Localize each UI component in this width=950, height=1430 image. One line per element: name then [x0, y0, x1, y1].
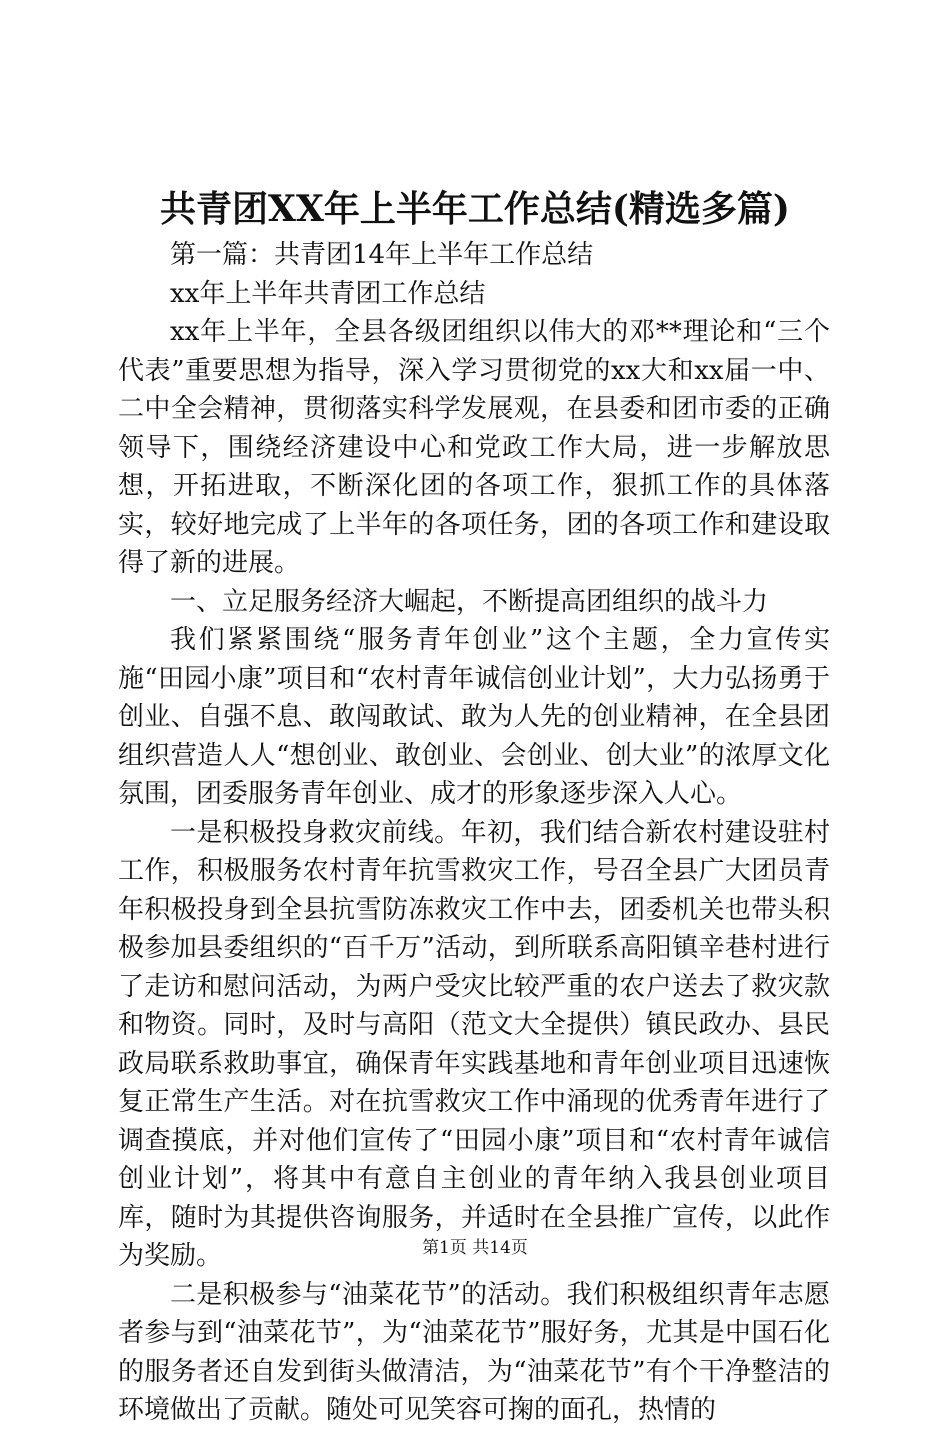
- subheading: xx年上半年共青团工作总结: [170, 278, 486, 309]
- paragraph: 我们紧紧围绕“服务青年创业”这个主题，全力宣传实施“田园小康”项目和“农村青年诚信创业计划”，大力弘扬勇于创业、自强不息、敢闯敢试、敢为人先的创业精神，在全县团组织营造人人“想创业、敢创业、会创业、创大业”的浓厚文化氛围，团委服务青年创业、成才的形象逐步深入人心。: [118, 625, 830, 809]
- page-number-footer: 第1页 共14页: [422, 1238, 528, 1258]
- paragraph: xx年上半年，全县各级团组织以伟大的邓**理论和“三个代表”重要思想为指导，深入学习贯彻党的xx大和xx届一中、二中全会精神，贯彻落实科学发展观，在县委和团市委的正确领导下，围绕经济建设中心和党政工作大局，进一步解放思想，开拓进取，不断深化团的各项工作，狠抓工作的具体落实，较好地完成了上半年的各项任务，团的各项工作和建设取得了新的进展。: [118, 317, 830, 578]
- paragraph: 二是积极参与“油菜花节”的活动。我们积极组织青年志愿者参与到“油菜花节”，为“油菜花节”服好务，尤其是中国石化的服务者还自发到街头做清洁，为“油菜花节”有个干净整洁的环境做出了贡献。随处可见笑容可掬的面孔，热情的: [118, 1279, 830, 1425]
- document-title: 共青团XX年上半年工作总结(精选多篇): [160, 188, 790, 230]
- paragraph: 一是积极投身救灾前线。年初，我们结合新农村建设驻村工作，积极服务农村青年抗雪救灾工作，号召全县广大团员青年积极投身到全县抗雪防冻救灾工作中去，团委机关也带头积极参加县委组织的“百千万”活动，到所联系高阳镇辛巷村进行了走访和慰问活动，为两户受灾比较严重的农户送去了救灾款和物资。同时，及时与高阳（范文大全提供）镇民政办、县民政局联系救助事宜，确保青年实践基地和青年创业项目迅速恢复正常生产生活。对在抗雪救灾工作中涌现的优秀青年进行了调查摸底，并对他们宣传了“田园小康”项目和“农村青年诚信创业计划”，将其中有意自主创业的青年纳入我县创业项目库，随时为其提供咨询服务，并适时在全县推广宣传，以此作为奖励。: [118, 817, 830, 1271]
- paragraph-heading: 一、立足服务经济大崛起，不断提高团组织的战斗力: [170, 586, 769, 617]
- section-heading: 第一篇：共青团14年上半年工作总结: [170, 240, 594, 270]
